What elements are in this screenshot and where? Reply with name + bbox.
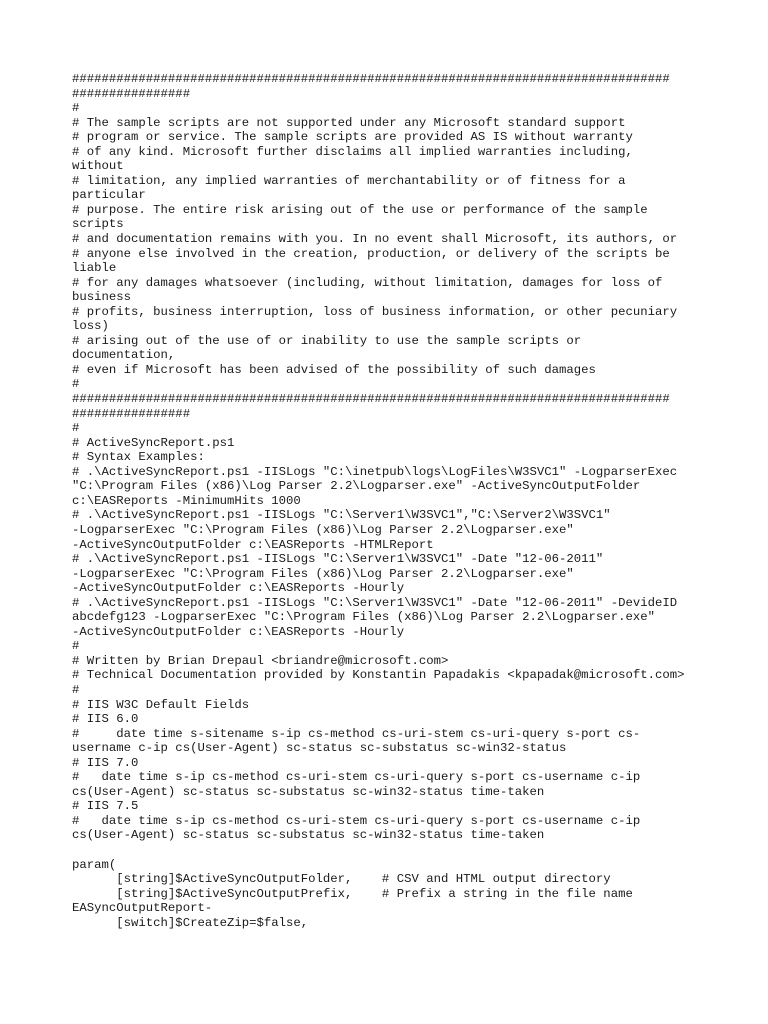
code-line: [switch]$CreateZip=$false, [72, 915, 309, 930]
code-line: # [72, 682, 80, 697]
code-line: business [72, 290, 132, 305]
code-line: loss) [72, 319, 109, 334]
code-line: # [72, 101, 80, 116]
code-line: # Technical Documentation provided by Konstantin Papadakis <kpapadak@microsoft.com> [72, 668, 685, 683]
code-line: ################################################################################# [72, 72, 670, 86]
code-line: # even if Microsoft has been advised of the possibility of such damages [72, 362, 596, 377]
code-line: # purpose. The entire risk arising out of the use or performance of the sample [72, 202, 648, 217]
code-line: # arising out of the use of or inability to use the sample scripts or [72, 333, 582, 348]
code-line: # date time s-ip cs-method cs-uri-stem cs-uri-query s-port cs-username c-ip [72, 813, 641, 828]
code-line: # [72, 377, 80, 392]
code-line: # for any damages whatsoever (including, without limitation, damages for loss of [72, 275, 663, 290]
code-line: # ActiveSyncReport.ps1 [72, 435, 235, 450]
code-line: # IIS 7.0 [72, 755, 139, 770]
code-line: EASyncOutputReport- [72, 901, 213, 916]
code-line: # .\ActiveSyncReport.ps1 -IISLogs "C:\Server1\W3SVC1","C:\Server2\W3SVC1" [72, 508, 611, 523]
code-line: [string]$ActiveSyncOutputPrefix, # Prefix a string in the file name [72, 886, 633, 901]
code-line: abcdefg123 -LogparserExec "C:\Program Files (x86)\Log Parser 2.2\Logparser.exe" [72, 610, 655, 625]
code-line: # program or service. The sample scripts are provided AS IS without warranty [72, 130, 633, 145]
code-line: -ActiveSyncOutputFolder c:\EASReports -Hourly [72, 581, 405, 596]
code-line: # IIS 7.5 [72, 799, 139, 814]
code-line: ################ [72, 86, 191, 101]
code-line: # and documentation remains with you. In no event shall Microsoft, its authors, or [72, 232, 678, 247]
code-line: -ActiveSyncOutputFolder c:\EASReports -Hourly [72, 624, 405, 639]
code-line: # [72, 639, 80, 654]
code-line: # .\ActiveSyncReport.ps1 -IISLogs "C:\inetpub\logs\LogFiles\W3SVC1" -LogparserExec [72, 464, 678, 479]
code-line: [string]$ActiveSyncOutputFolder, # CSV and HTML output directory [72, 872, 611, 887]
code-line: particular [72, 188, 146, 203]
code-line: scripts [72, 217, 124, 232]
code-line: cs(User-Agent) sc-status sc-substatus sc-win32-status time-taken [72, 828, 545, 843]
code-line: ################################################################################# [72, 392, 670, 407]
code-line: without [72, 159, 124, 174]
code-line: liable [72, 261, 117, 276]
code-line: # .\ActiveSyncReport.ps1 -IISLogs "C:\Server1\W3SVC1" -Date "12-06-2011" -DevideID [72, 595, 678, 610]
code-line: # The sample scripts are not supported under any Microsoft standard support [72, 115, 626, 130]
code-line: c:\EASReports -MinimumHits 1000 [72, 493, 301, 508]
code-line: -LogparserExec "C:\Program Files (x86)\Log Parser 2.2\Logparser.exe" [72, 566, 574, 581]
code-line: # date time s-sitename s-ip cs-method cs-uri-stem cs-uri-query s-port cs- [72, 726, 641, 741]
code-line: # date time s-ip cs-method cs-uri-stem cs-uri-query s-port cs-username c-ip [72, 770, 641, 785]
code-line: # of any kind. Microsoft further disclaims all implied warranties including, [72, 144, 633, 159]
code-line: # IIS 6.0 [72, 712, 139, 727]
code-line: username c-ip cs(User-Agent) sc-status sc-substatus sc-win32-status [72, 741, 567, 756]
code-line: # .\ActiveSyncReport.ps1 -IISLogs "C:\Server1\W3SVC1" -Date "12-06-2011" [72, 552, 604, 567]
code-line: # Written by Brian Drepaul <briandre@microsoft.com> [72, 653, 449, 668]
code-line: # anyone else involved in the creation, production, or delivery of the scripts be [72, 246, 670, 261]
code-line: # Syntax Examples: [72, 450, 205, 465]
code-line: -ActiveSyncOutputFolder c:\EASReports -HTMLReport [72, 537, 434, 552]
code-line: # [72, 421, 80, 436]
code-line: documentation, [72, 348, 176, 363]
code-line: # limitation, any implied warranties of merchantability or of fitness for a [72, 173, 626, 188]
code-line: "C:\Program Files (x86)\Log Parser 2.2\Logparser.exe" -ActiveSyncOutputFolder [72, 479, 641, 494]
code-line: ################ [72, 406, 191, 421]
code-line: -LogparserExec "C:\Program Files (x86)\Log Parser 2.2\Logparser.exe" [72, 522, 574, 537]
code-line: # profits, business interruption, loss of business information, or other pecuniary [72, 304, 678, 319]
code-line: # IIS W3C Default Fields [72, 697, 250, 712]
code-line: cs(User-Agent) sc-status sc-substatus sc-win32-status time-taken [72, 784, 545, 799]
code-line: param( [72, 857, 117, 872]
script-listing [72, 72, 685, 930]
code-line [72, 843, 685, 858]
